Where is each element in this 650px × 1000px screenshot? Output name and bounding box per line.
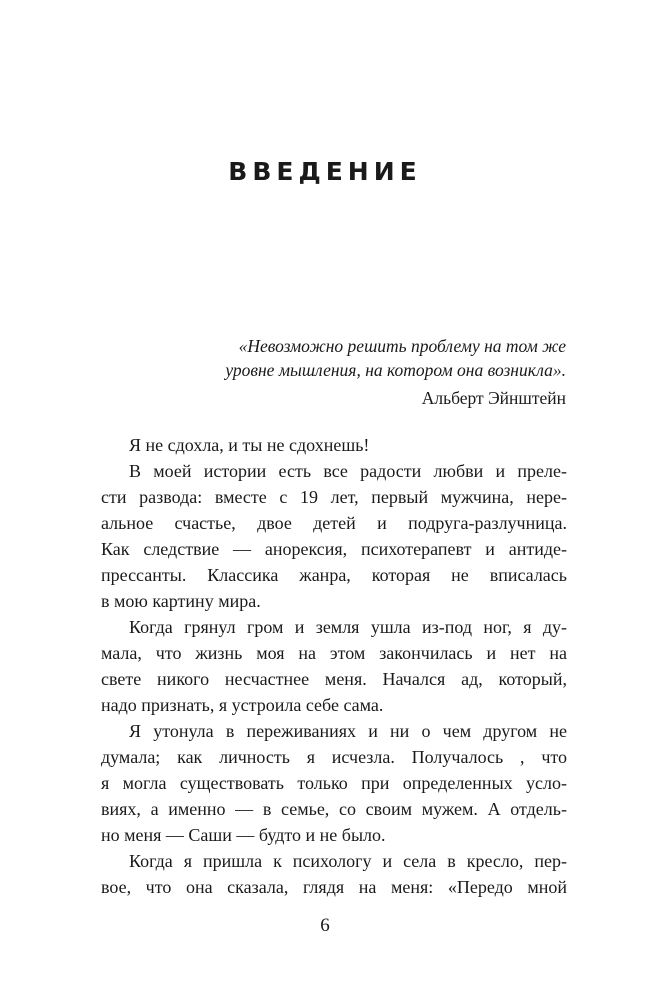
page-number: 6 [320, 915, 330, 936]
text-line: мала, что жизнь моя на этом закончилась и нет на [101, 643, 567, 663]
epigraph [190, 334, 566, 410]
text-line: альное счастье, двое детей и подруга-разлучница. [101, 513, 567, 533]
text-line: сти развода: вместе с 19 лет, первый мужчина, нере- [101, 487, 567, 507]
paragraph [101, 432, 567, 458]
text-line: но меня — Саши — будто и не было. [101, 825, 386, 845]
text-line: я могла существовать только при определенных усло- [101, 773, 567, 793]
epigraph-author: Альберт Эйнштейн [421, 388, 566, 408]
text-line: Я не сдохла, и ты не сдохнешь! [129, 435, 370, 455]
text-line: Как следствие — анорексия, психотерапевт и антиде- [101, 539, 567, 559]
epigraph-quote-line: уровне мышления, на котором она возникла». [225, 360, 566, 380]
text-line: Я утонула в переживаниях и ни о чем другом не [129, 721, 567, 741]
epigraph-quote-line: «Невозможно решить проблему на том же [238, 336, 566, 356]
text-line: думала; как личность я исчезла. Получалось , что [101, 747, 567, 767]
text-line: прессанты. Классика жанра, которая не вписалась [101, 565, 567, 585]
text-line: Когда грянул гром и земля ушла из-под ног, я ду- [129, 617, 567, 637]
paragraph [101, 848, 567, 900]
paragraph [101, 458, 567, 614]
text-line: надо признать, я устроила себе сама. [101, 695, 384, 715]
body-text [101, 432, 567, 900]
text-line: в мою картину мира. [101, 591, 261, 611]
text-line: вое, что она сказала, глядя на меня: «Передо мной [101, 877, 567, 897]
text-line: В моей истории есть все радости любви и преле- [129, 461, 567, 481]
text-line: виях, а именно — в семье, со своим мужем. А отдель- [101, 799, 567, 819]
text-line: свете никого несчастнее меня. Начался ад, который, [101, 669, 567, 689]
paragraph [101, 718, 567, 848]
paragraph [101, 614, 567, 718]
text-line: Когда я пришла к психологу и села в кресло, пер- [129, 851, 567, 871]
chapter-title: ВВЕДЕНИЕ [228, 157, 422, 186]
